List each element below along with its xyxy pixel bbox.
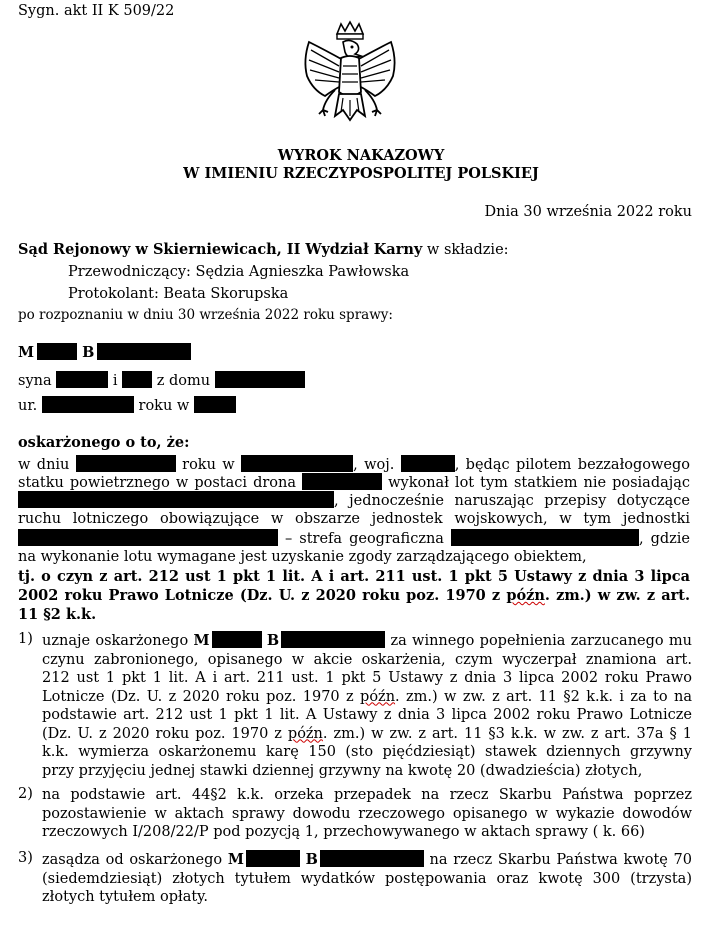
redaction bbox=[97, 343, 191, 360]
redaction bbox=[246, 850, 300, 867]
charge-law-1: tj. o czyn z art. 212 ust 1 pkt 1 lit. A i art. 211 ust. 1 pkt 5 Ustawy z dnia 3 lipca bbox=[18, 568, 690, 585]
charge-line-4: ruchu lotniczego obowiązujące w obszarze jednostek wojskowych, w tym jednostki bbox=[18, 511, 690, 527]
year-in-label: roku w bbox=[138, 398, 190, 414]
redaction bbox=[451, 529, 639, 546]
redaction bbox=[194, 396, 236, 413]
defendant-birth bbox=[18, 396, 236, 415]
court-name: Sąd Rejonowy w Skierniewicach, II Wydział Karny bbox=[18, 241, 423, 258]
item-number: 2) bbox=[18, 786, 33, 802]
item-number: 1) bbox=[18, 631, 33, 647]
document-title: WYROK NAKAZOWY bbox=[277, 147, 445, 164]
born-label: ur. bbox=[18, 398, 38, 414]
redaction bbox=[302, 473, 382, 490]
charge-law-2: 2002 roku Prawo Lotnicze (Dz. U. z 2020 roku poz. 1970 z późn. zm.) w zw. z art. bbox=[18, 587, 690, 604]
charge-line-2: statku powietrznego w postaci drona wykonał lot tym statkiem nie posiadając bbox=[18, 475, 691, 491]
charge-line-1: w dniu roku w , woj. , będąc pilotem bezzałogowego bbox=[18, 457, 691, 473]
redaction bbox=[215, 371, 305, 388]
document-subtitle: W IMIENIU RZECZYPOSPOLITEJ POLSKIEJ bbox=[183, 165, 539, 182]
initial-last: B bbox=[82, 344, 95, 361]
redaction bbox=[42, 396, 134, 413]
court-suffix: w składzie: bbox=[422, 242, 509, 258]
son-of-label: syna bbox=[18, 373, 52, 389]
charge-heading: oskarżonego o to, że: bbox=[18, 434, 190, 451]
redaction bbox=[18, 529, 278, 546]
redaction bbox=[18, 491, 334, 508]
redaction bbox=[76, 455, 176, 472]
judgment-date: Dnia 30 września 2022 roku bbox=[484, 204, 692, 220]
polish-eagle-emblem bbox=[295, 20, 405, 135]
case-number: Sygn. akt II K 509/22 bbox=[18, 3, 175, 19]
charge-line-6: na wykonanie lotu wymagane jest uzyskanie zgody zarządzającego obiektem, bbox=[18, 549, 587, 565]
redaction bbox=[241, 455, 353, 472]
redaction bbox=[122, 371, 152, 388]
redaction bbox=[320, 850, 424, 867]
initial-first: M bbox=[18, 344, 35, 361]
charge-line-5: – strefa geograficzna , gdzie bbox=[18, 529, 690, 548]
defendant-name bbox=[18, 343, 191, 362]
charge-law-3: 11 §2 k.k. bbox=[18, 606, 97, 623]
maiden-label: z domu bbox=[156, 373, 211, 389]
court-clerk: Protokolant: Beata Skorupska bbox=[68, 286, 289, 302]
defendant-parents bbox=[18, 371, 305, 390]
court-line bbox=[18, 241, 509, 259]
redaction bbox=[281, 631, 385, 648]
and-label: i bbox=[112, 373, 118, 389]
court-after: po rozpoznaniu w dniu 30 września 2022 roku sprawy: bbox=[18, 307, 393, 323]
redaction bbox=[401, 455, 455, 472]
redaction bbox=[56, 371, 108, 388]
redaction bbox=[37, 343, 77, 360]
charge-line-3: , jednocześnie naruszając przepisy dotyczące bbox=[18, 491, 690, 510]
redaction bbox=[212, 631, 262, 648]
court-chair: Przewodniczący: Sędzia Agnieszka Pawłowska bbox=[68, 264, 410, 280]
item-number: 3) bbox=[18, 850, 33, 866]
